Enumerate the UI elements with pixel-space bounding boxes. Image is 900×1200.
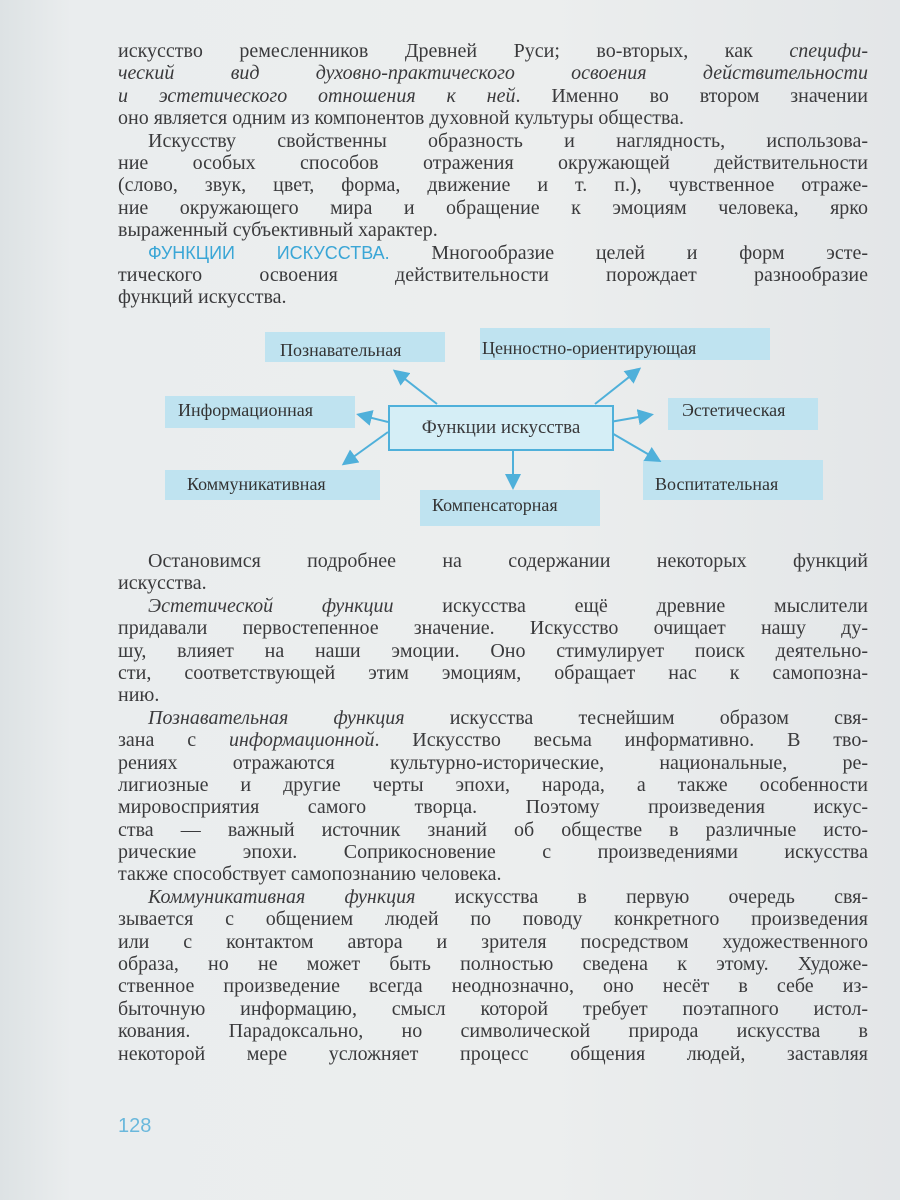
text-line (118, 617, 868, 639)
text-block-intro (118, 40, 868, 309)
text-line (118, 130, 868, 152)
text-line (118, 908, 868, 930)
text-segment: также способствует самопознанию человека. (118, 863, 502, 886)
art-functions-diagram (0, 320, 900, 540)
arrow-aesthetic (610, 415, 650, 422)
text-line (118, 550, 868, 572)
text-segment: или с контактом автора и зрителя посредством художественного (118, 930, 868, 953)
text-line (118, 841, 868, 863)
text-line (118, 975, 868, 997)
label-educational: Воспитательная (655, 474, 779, 494)
arrow-informational (360, 415, 388, 422)
text-line (118, 863, 868, 885)
text-segment: искусства теснейшим образом свя- (404, 706, 868, 729)
arrow-cognitive (396, 372, 437, 404)
italic-term: и эстетического отношения к ней (118, 84, 516, 107)
text-segment: тического освоения действительности порождает разнообразие (118, 263, 868, 286)
text-line (118, 707, 868, 729)
text-segment: зывается с общением людей по поводу конкретного произведения (118, 908, 868, 931)
text-line (118, 931, 868, 953)
text-segment: . Именно во втором значении (515, 84, 868, 107)
text-line (118, 152, 868, 174)
label-aesthetic: Эстетическая (682, 400, 786, 420)
text-segment: ние окружающего мира и обращение к эмоциям человека, ярко (118, 196, 868, 219)
text-segment: ства — важный источник знаний об обществе в различные исто- (118, 818, 868, 841)
italic-term: Эстетической функции (148, 594, 394, 617)
italic-term: информационной (228, 729, 375, 752)
section-heading: ФУНКЦИИ ИСКУССТВА. (148, 242, 390, 263)
text-segment: образа, но не может быть полностью сведена к этому. Художе- (118, 953, 868, 976)
text-line (118, 85, 868, 107)
text-segment: некоторой мере усложняет процесс общения людей, заставляя (118, 1042, 868, 1065)
italic-term: специфи- (789, 40, 868, 62)
text-line (118, 998, 868, 1020)
label-communicative: Коммуникативная (187, 474, 326, 494)
text-segment: придавали первостепенное значение. Искусство очищает нашу ду- (118, 617, 868, 640)
text-segment: мировосприятия самого творца. Поэтому произведения искус- (118, 796, 868, 819)
label-value-orienting: Ценностно-ориентирующая (482, 338, 697, 358)
label-cognitive: Познавательная (280, 340, 402, 360)
text-line (118, 264, 868, 286)
text-segment: рениях отражаются культурно-исторические, национальные, ре- (118, 751, 868, 774)
text-line (118, 886, 868, 908)
text-segment: искусства. (118, 572, 207, 595)
text-segment: оно является одним из компонентов духовной культуры общества. (118, 107, 685, 130)
label-informational: Информационная (178, 400, 314, 420)
text-block-functions (118, 550, 868, 1065)
text-segment: Остановимся подробнее на содержании некоторых функций (148, 550, 868, 572)
text-line (118, 174, 868, 196)
text-segment: шу, влияет на наши эмоции. Оно стимулирует поиск деятельно- (118, 639, 868, 662)
diagram-center-box (388, 405, 614, 451)
text-line (118, 1020, 868, 1042)
text-segment: ние особых способов отражения окружающей действительности (118, 151, 868, 174)
text-line (118, 572, 868, 594)
text-line (118, 219, 868, 241)
diagram-center-label: Функции искусства (421, 417, 581, 438)
text-line (118, 107, 868, 129)
text-segment: выраженный субъективный характер. (118, 219, 438, 242)
text-line (118, 796, 868, 818)
text-line (118, 819, 868, 841)
text-segment: искусства в первую очередь свя- (415, 885, 868, 908)
italic-term: Коммуникативная функция (148, 885, 416, 908)
text-line (118, 774, 868, 796)
text-line (118, 662, 868, 684)
text-line (118, 197, 868, 219)
text-line (118, 752, 868, 774)
text-segment: Искусству свойственны образность и наглядность, использова- (148, 129, 868, 152)
arrow-value (595, 370, 638, 404)
text-line (118, 953, 868, 975)
text-segment: нию. (118, 684, 160, 707)
text-segment: Многообразие целей и форм эсте- (389, 241, 868, 264)
text-line (118, 286, 868, 308)
text-segment: функций искусства. (118, 286, 287, 309)
italic-term: Познавательная функция (148, 706, 405, 729)
text-segment: искусство ремесленников Древней Руси; во-вторых, как (118, 40, 790, 62)
text-segment: . Искусство весьма информативно. В тво- (374, 729, 868, 752)
text-segment: лигиозные и другие черты эпохи, народа, а также особенности (118, 773, 868, 796)
text-line (118, 595, 868, 617)
arrow-educational (610, 432, 658, 460)
text-line (118, 242, 868, 264)
text-segment: ственное произведение всегда неоднозначно, оно несёт в себе из- (118, 975, 868, 998)
text-segment: быточную информацию, смысл которой требует поэтапного истол- (118, 997, 868, 1020)
text-line (118, 684, 868, 706)
text-segment: сти, соответствующей этим эмоциям, обращает нас к самопозна- (118, 661, 868, 684)
text-segment: зана с (118, 729, 229, 752)
text-segment: искусства ещё древние мыслители (393, 594, 868, 617)
italic-term: ческий вид духовно-практического освоения действительности (118, 62, 868, 85)
arrow-communicative (345, 432, 388, 463)
text-segment: рические эпохи. Соприкосновение с произведениями искусства (118, 841, 868, 864)
text-line (118, 729, 868, 751)
text-line (118, 40, 868, 62)
text-line (118, 640, 868, 662)
text-line (118, 1043, 868, 1065)
text-segment: (слово, звук, цвет, форма, движение и т. п.), чувственное отраже- (118, 174, 868, 197)
text-line (118, 62, 868, 84)
label-compensatory: Компенсаторная (432, 495, 558, 515)
text-segment: кования. Парадоксально, но символической природа искусства в (118, 1020, 868, 1043)
page-number: 128 (118, 1115, 152, 1137)
